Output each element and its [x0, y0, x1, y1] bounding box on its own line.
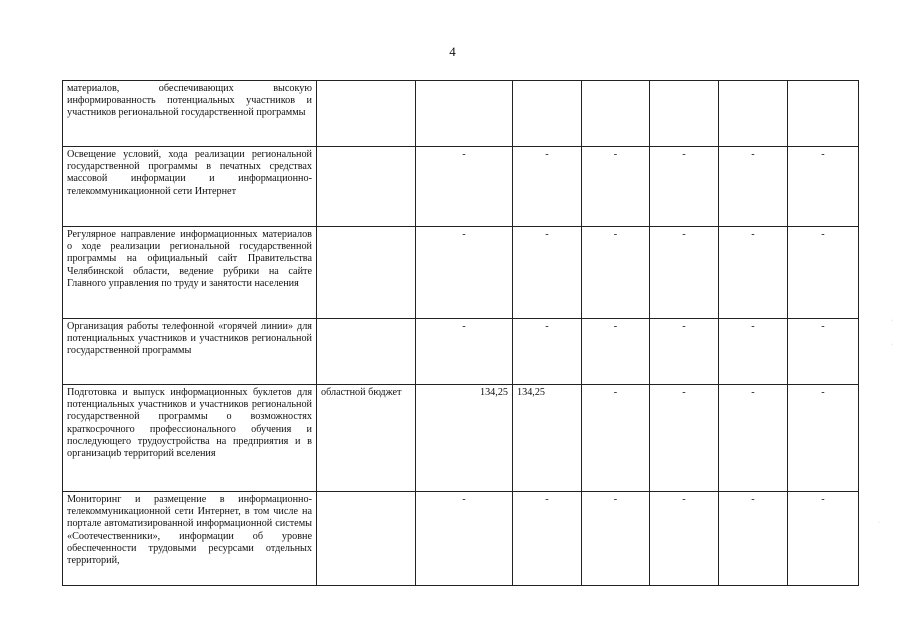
activity-description: материалов, обеспечивающих высокую информированность потенциальных участников и участников региональной государственной программы [63, 81, 317, 147]
amount-cell: 134,25 [513, 385, 582, 492]
value-cell: - [582, 227, 650, 319]
value-cell: - [582, 319, 650, 385]
table-row [63, 227, 859, 319]
value-cell [650, 81, 719, 147]
value-cell: - [719, 227, 788, 319]
value-cell [788, 81, 859, 147]
value-cell: - [582, 385, 650, 492]
value-cell: - [416, 492, 513, 586]
value-cell: - [513, 227, 582, 319]
value-cell: - [650, 319, 719, 385]
funding-source-cell [317, 147, 416, 227]
value-cell: - [788, 147, 859, 227]
value-cell [719, 81, 788, 147]
funding-source-cell [317, 319, 416, 385]
value-cell: - [719, 385, 788, 492]
value-cell: - [582, 147, 650, 227]
value-cell: - [719, 492, 788, 586]
value-cell: - [788, 385, 859, 492]
page-number: 4 [449, 44, 456, 59]
funding-source-cell: областной бюджет [317, 385, 416, 492]
amount-cell: 134,25 [416, 385, 513, 492]
value-cell: - [788, 492, 859, 586]
value-cell: - [719, 147, 788, 227]
table-row [63, 319, 859, 385]
value-cell [582, 81, 650, 147]
activity-description: Мониторинг и размещение в информационно-телекоммуникационной сети Интернет, в том числе на портале автоматизированной информационной системы «Соотечественники», информации об уровне обеспеченности трудовыми ресурсами отдельных территорий, [63, 492, 317, 586]
activity-description: Подготовка и выпуск информационных буклетов для потенциальных участников и участников региональной государственной программы о возможностях краткосрочного профессионального обучения и последующего трудоустройства на предприятия и в организациb территорий вселения [63, 385, 317, 492]
funding-source-cell [317, 81, 416, 147]
value-cell: - [650, 147, 719, 227]
value-cell: - [416, 319, 513, 385]
activity-description: Регулярное направление информационных материалов о ходе реализации региональной государственной программы на официальный сайт Правительства Челябинской области, ведение рубрики на сайте Главного управления по труду и занятости населения [63, 227, 317, 319]
value-cell [513, 81, 582, 147]
value-cell [416, 81, 513, 147]
value-cell: - [788, 227, 859, 319]
value-cell: - [650, 385, 719, 492]
funding-source-cell [317, 492, 416, 586]
table-row [63, 492, 859, 586]
value-cell: - [719, 319, 788, 385]
activity-description: Освещение условий, хода реализации региональной государственной программы в печатных средствах массовой информации и информационно-телекоммуникационной сети Интернет [63, 147, 317, 227]
funding-source-cell [317, 227, 416, 319]
value-cell: - [650, 227, 719, 319]
value-cell: - [513, 492, 582, 586]
scan-speck: · [891, 318, 893, 324]
value-cell: - [650, 492, 719, 586]
value-cell: - [416, 147, 513, 227]
table-row [63, 81, 859, 147]
scan-speck: · [878, 520, 880, 526]
value-cell: - [416, 227, 513, 319]
activity-description: Организация работы телефонной «горячей линии» для потенциальных участников и участников региональной государственной программы [63, 319, 317, 385]
scan-speck: · [891, 342, 893, 348]
value-cell: - [513, 319, 582, 385]
table-row [63, 385, 859, 492]
value-cell: - [513, 147, 582, 227]
value-cell: - [788, 319, 859, 385]
value-cell: - [582, 492, 650, 586]
program-activities-table [62, 80, 859, 586]
table-row [63, 147, 859, 227]
